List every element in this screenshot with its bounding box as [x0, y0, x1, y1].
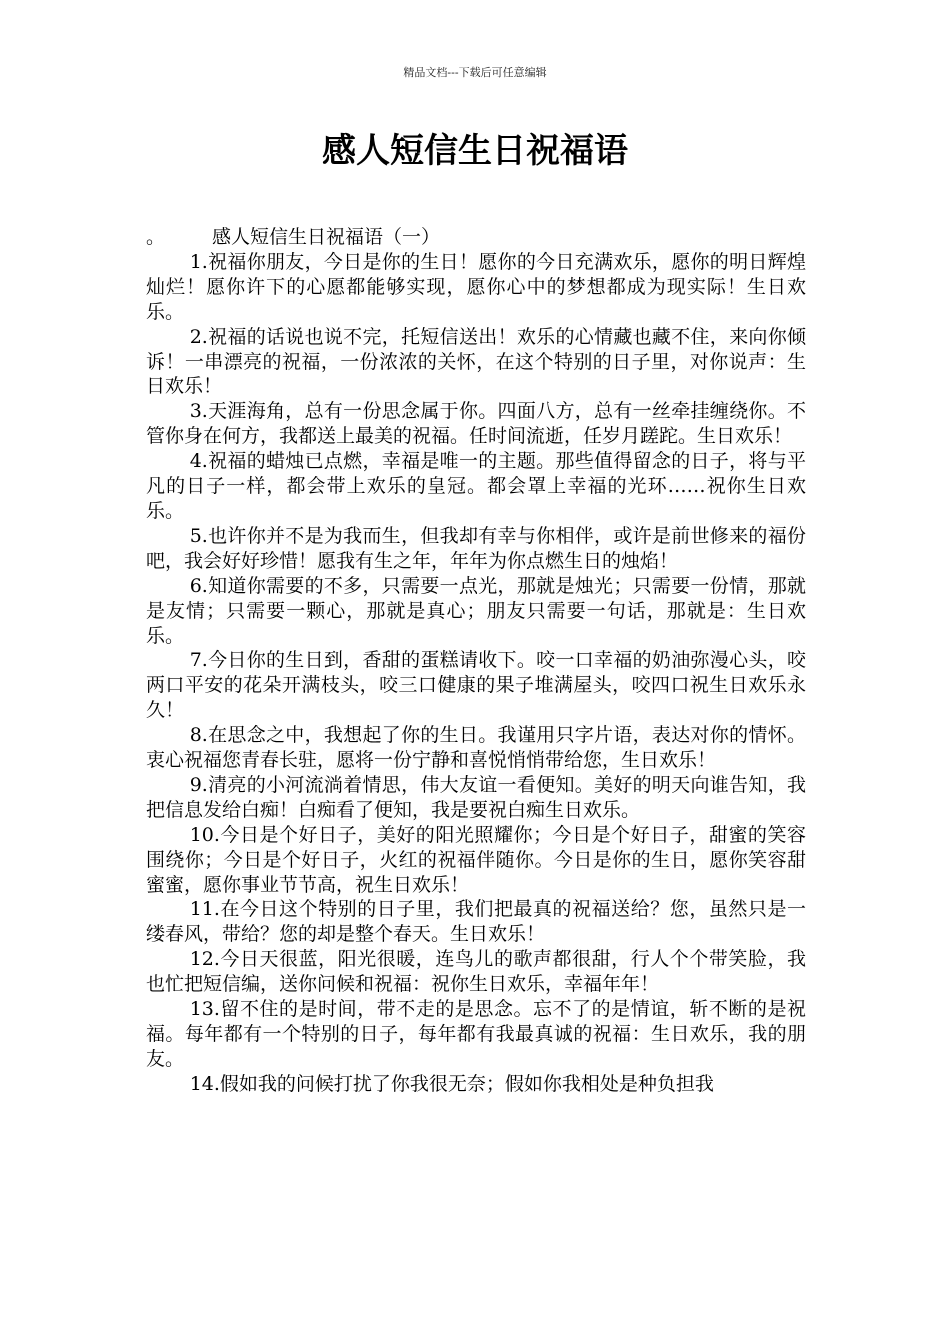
document-body [146, 225, 806, 1097]
section-heading: 感人短信生日祝福语（一） [212, 226, 441, 248]
wish-item: 11.在今日这个特别的日子里，我们把最真的祝福送给？您，虽然只是一缕春风，带给？您的却是整个春天。生日欢乐！ [146, 898, 806, 946]
section-heading-line [146, 225, 806, 250]
wish-item: 12.今日天很蓝，阳光很暖，连鸟儿的歌声都很甜，行人个个带笑脸，我也忙把短信编，送你问候和祝福：祝你生日欢乐，幸福年年！ [146, 948, 806, 996]
wish-item: 1.祝福你朋友，今日是你的生日！愿你的今日充满欢乐，愿你的明日辉煌灿烂！愿你许下的心愿都能够实现，愿你心中的梦想都成为现实际！生日欢乐。 [146, 250, 806, 323]
wish-item: 4.祝福的蜡烛已点燃，幸福是唯一的主题。那些值得留念的日子，将与平凡的日子一样，都会带上欢乐的皇冠。都会罩上幸福的光环……祝你生日欢乐。 [146, 450, 806, 522]
wish-item: 10.今日是个好日子，美好的阳光照耀你；今日是个好日子，甜蜜的笑容围绕你；今日是个好日子，火红的祝福伴随你。今日是你的生日，愿你笑容甜蜜蜜，愿你事业节节高，祝生日欢乐！ [146, 823, 806, 896]
wish-item: 9.清亮的小河流淌着情思，伟大友谊一看便知。美好的明天向谁告知，我把信息发给白痴！白痴看了便知，我是要祝白痴生日欢乐。 [146, 773, 806, 821]
wish-item: 6.知道你需要的不多，只需要一点光，那就是烛光；只需要一份情，那就是友情；只需要一颗心，那就是真心；朋友只需要一句话，那就是：生日欢乐。 [146, 574, 806, 647]
wish-item: 8.在思念之中，我想起了你的生日。我谨用只字片语，表达对你的情怀。衷心祝福您青春长驻，愿将一份宁静和喜悦悄悄带给您，生日欢乐！ [146, 724, 806, 772]
header-note: 精品文档---下载后可任意编辑 [403, 66, 547, 79]
wish-item: 5.也许你并不是为我而生，但我却有幸与你相伴，或许是前世修来的福份吧，我会好好珍惜！愿我有生之年，年年为你点燃生日的烛焰！ [146, 524, 806, 572]
wish-item: 2.祝福的话说也说不完，托短信送出！欢乐的心情藏也藏不住，来向你倾诉！一串漂亮的祝福，一份浓浓的关怀，在这个特别的日子里，对你说声：生日欢乐！ [146, 325, 806, 398]
section-marker: 。 [146, 226, 166, 248]
document-title: 感人短信生日祝福语 [322, 131, 628, 171]
wish-item: 3.天涯海角，总有一份思念属于你。四面八方，总有一丝牵挂缠绕你。不管你身在何方，我都送上最美的祝福。任时间流逝，任岁月蹉跎。生日欢乐！ [146, 400, 806, 448]
wish-item: 14.假如我的问候打扰了你我很无奈；假如你我相处是种负担我 [189, 1072, 714, 1095]
wish-item: 7.今日你的生日到，香甜的蛋糕请收下。咬一口幸福的奶油弥漫心头，咬两口平安的花朵开满枝头，咬三口健康的果子堆满屋头，咬四口祝生日欢乐永久！ [146, 649, 806, 722]
wish-item: 13.留不住的是时间，带不走的是思念。忘不了的是情谊，斩不断的是祝福。每年都有一个特别的日子，每年都有我最真诚的祝福：生日欢乐，我的朋友。 [146, 998, 806, 1070]
